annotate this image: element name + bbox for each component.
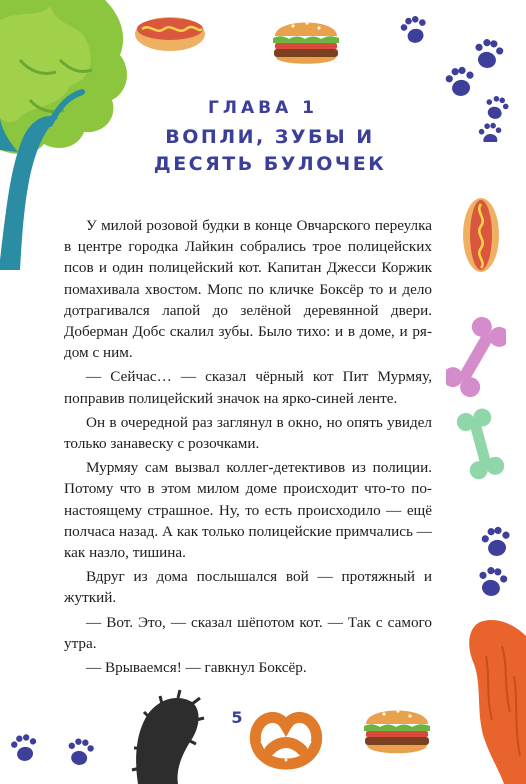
paragraph: — Вот. Это, — сказал шёпотом кот. — Так с самого утра. bbox=[64, 613, 432, 652]
burger-icon bbox=[360, 698, 434, 764]
paw-icon bbox=[400, 12, 526, 142]
cat-tail-icon bbox=[128, 688, 208, 784]
bone-icon bbox=[446, 314, 506, 400]
chapter-body bbox=[64, 215, 432, 678]
paragraph: У милой розовой будки в конце Овчарского переулка в центре городка Лайкин собрались трое полицейских псов и один полицейский кот. Капитан Джесси Коржик помахивала хвостом. Мопс по кличке Боксёр то и дело дотрагивался лапой до зелёной деревянной двери. Доберман Добс скалил зубы. Было тихо: и в доме, и рядом с ним. bbox=[64, 217, 432, 362]
paragraph: Вдруг из дома послышался вой — протяжный и жуткий. bbox=[64, 568, 432, 607]
paw-icon bbox=[468, 522, 526, 600]
page-number: 5 bbox=[231, 708, 243, 727]
paragraph: Мурмяу сам вызвал коллег-детективов из полиции. Потому что в этом милом доме происходит что-то по-настоящему страшное. Ну, то есть происходило — ещё полчаса назад. А как только полицейские примчались — как назло, тишина. bbox=[64, 459, 432, 562]
chapter-title: ВОПЛИ, ЗУБЫ И ДЕСЯТЬ БУЛОЧЕК bbox=[153, 126, 387, 175]
hotdog-icon bbox=[458, 196, 504, 274]
hotdog-icon bbox=[132, 8, 208, 54]
paw-icon bbox=[0, 724, 110, 784]
chapter-label: ГЛАВА 1 bbox=[208, 98, 318, 118]
fox-tail-icon bbox=[456, 616, 526, 784]
pretzel-icon bbox=[246, 704, 326, 774]
burger-icon bbox=[269, 10, 343, 72]
paragraph: Он в очередной раз заглянул в окно, но опять увидел только занавеску с розочками. bbox=[64, 413, 432, 453]
paragraph: — Врываемся! — гавкнул Боксёр. bbox=[86, 659, 307, 677]
bone-icon bbox=[454, 406, 506, 482]
paragraph: — Сейчас… — сказал чёрный кот Пит Мурмяу, поправив полицейский значок на ярко-синей ленте. bbox=[64, 368, 432, 407]
